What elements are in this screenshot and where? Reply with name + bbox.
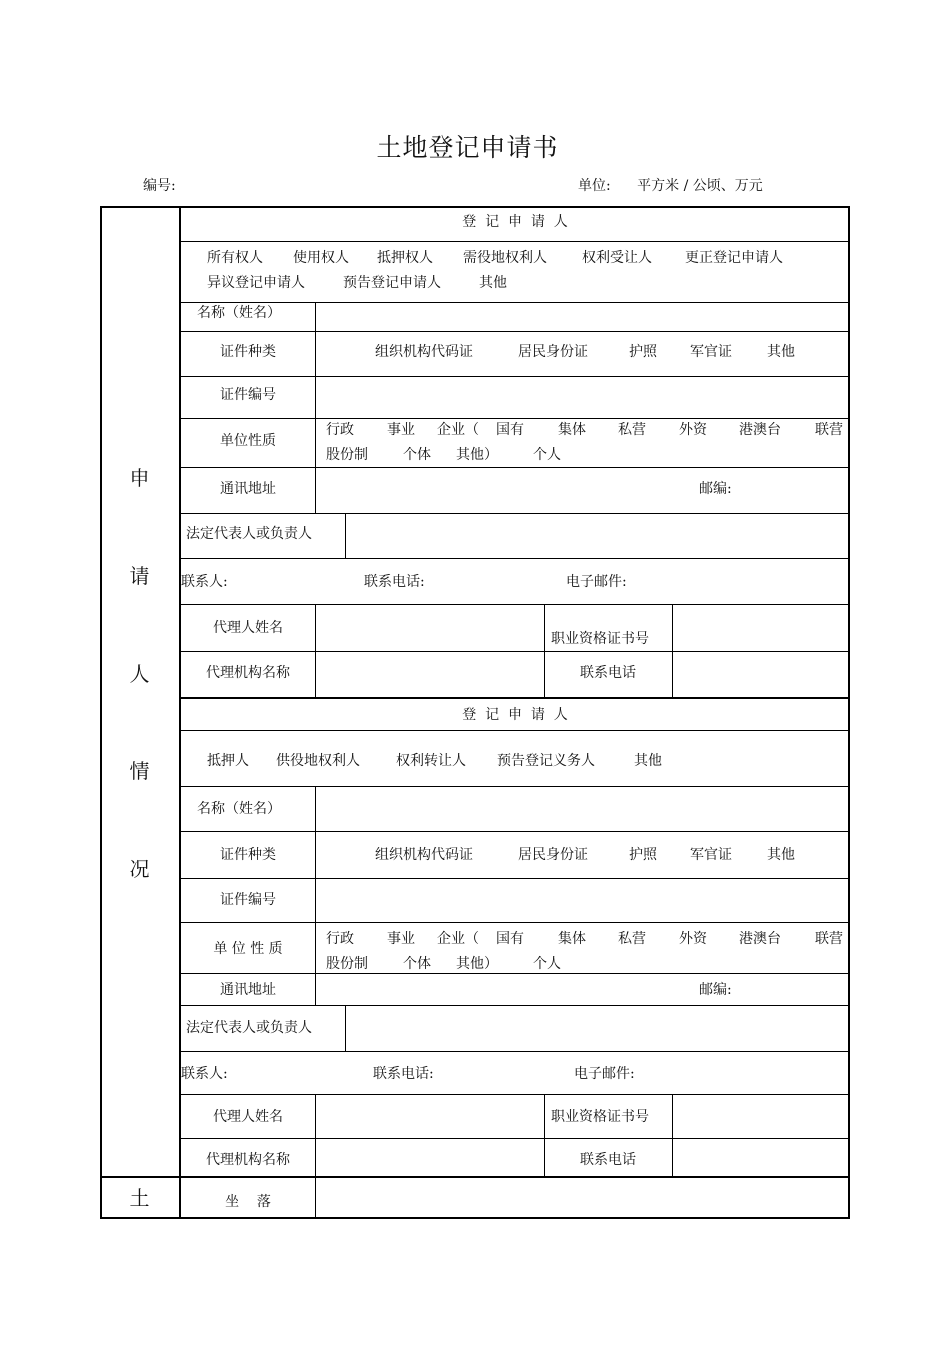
nature-private[interactable]: 私营: [618, 422, 646, 438]
id-type-resident-id[interactable]: 居民身份证: [518, 344, 588, 360]
side-label-char-3: 人: [129, 662, 150, 686]
nature-other[interactable]: 其他）: [456, 447, 498, 463]
nature-government[interactable]: 行政: [326, 422, 354, 438]
nature-joint-2[interactable]: 联营: [815, 931, 843, 947]
nature-enterprise[interactable]: 企业（: [437, 422, 479, 438]
nature-person[interactable]: 个人: [533, 447, 561, 463]
agency-phone-label-2: 联系电话: [580, 1152, 636, 1168]
nature-private-2[interactable]: 私营: [618, 931, 646, 947]
obligor-type-mortgagor[interactable]: 抵押人: [207, 753, 249, 769]
email-label: 电子邮件:: [566, 574, 627, 590]
applicant-type-mortgagee[interactable]: 抵押权人: [377, 250, 433, 266]
agency-name-label-2: 代理机构名称: [206, 1152, 290, 1168]
id-type-org-code[interactable]: 组织机构代码证: [375, 344, 473, 360]
id-type-org-code-2[interactable]: 组织机构代码证: [375, 847, 473, 863]
side-label-char-5: 况: [129, 857, 150, 881]
qualification-cert-label-2: 职业资格证书号: [551, 1109, 649, 1125]
id-type-military[interactable]: 军官证: [690, 344, 732, 360]
serial-number-label: 编号:: [143, 178, 176, 194]
id-type-military-2[interactable]: 军官证: [690, 847, 732, 863]
id-type-resident-id-2[interactable]: 居民身份证: [518, 847, 588, 863]
contact-person-label: 联系人:: [181, 574, 228, 590]
id-type-label: 证件种类: [220, 344, 276, 360]
section1-header: 登 记 申 请 人: [462, 214, 568, 230]
applicant-type-other[interactable]: 其他: [479, 275, 507, 291]
nature-joint-stock[interactable]: 股份制: [326, 447, 368, 463]
side-label-char-1: 申: [129, 466, 150, 490]
address-label-2: 通讯地址: [220, 982, 276, 998]
name-label-2: 名称（姓名）: [197, 801, 281, 817]
nature-foreign[interactable]: 外资: [679, 422, 707, 438]
contact-person-label-2: 联系人:: [181, 1066, 228, 1082]
nature-state-owned[interactable]: 国有: [496, 422, 524, 438]
side-label-char-4: 情: [129, 759, 150, 783]
applicant-type-user[interactable]: 使用权人: [293, 250, 349, 266]
nature-institution-2[interactable]: 事业: [387, 931, 415, 947]
agency-name-label: 代理机构名称: [206, 665, 290, 681]
nature-individual-business[interactable]: 个体: [403, 447, 431, 463]
application-form-table: [100, 206, 850, 1219]
id-type-other[interactable]: 其他: [767, 344, 795, 360]
applicant-type-advance[interactable]: 预告登记申请人: [343, 275, 441, 291]
agency-phone-label: 联系电话: [580, 665, 636, 681]
nature-enterprise-2[interactable]: 企业（: [437, 931, 479, 947]
legal-representative-label-2: 法定代表人或负责人: [186, 1020, 312, 1036]
obligor-type-transferor[interactable]: 权利转让人: [396, 753, 466, 769]
unit-nature-label: 单位性质: [220, 433, 276, 449]
unit-nature-label-2: 单 位 性 质: [213, 941, 283, 957]
nature-hk-macao-tw[interactable]: 港澳台: [739, 422, 781, 438]
contact-phone-label: 联系电话:: [364, 574, 425, 590]
nature-state-owned-2[interactable]: 国有: [496, 931, 524, 947]
applicant-type-dominant[interactable]: 需役地权利人: [463, 250, 547, 266]
postcode-label: 邮编:: [699, 481, 732, 497]
location-label: 坐 落: [225, 1194, 271, 1210]
email-label-2: 电子邮件:: [574, 1066, 635, 1082]
nature-collective[interactable]: 集体: [558, 422, 586, 438]
section2-header: 登 记 申 请 人: [462, 707, 568, 723]
legal-representative-label: 法定代表人或负责人: [186, 526, 312, 542]
qualification-cert-label: 职业资格证书号: [551, 631, 649, 647]
agent-name-label: 代理人姓名: [213, 620, 283, 636]
id-number-label: 证件编号: [220, 387, 276, 403]
unit-options: 平方米 / 公顷、万元: [637, 178, 763, 194]
nature-person-2[interactable]: 个人: [533, 956, 561, 972]
id-type-passport[interactable]: 护照: [629, 344, 657, 360]
id-type-other-2[interactable]: 其他: [767, 847, 795, 863]
name-label: 名称（姓名）: [197, 305, 281, 321]
id-type-passport-2[interactable]: 护照: [629, 847, 657, 863]
applicant-type-transferee[interactable]: 权利受让人: [582, 250, 652, 266]
applicant-type-objection[interactable]: 异议登记申请人: [207, 275, 305, 291]
applicant-type-owner[interactable]: 所有权人: [207, 250, 263, 266]
postcode-label-2: 邮编:: [699, 982, 732, 998]
id-number-label-2: 证件编号: [220, 892, 276, 908]
nature-institution[interactable]: 事业: [387, 422, 415, 438]
nature-joint[interactable]: 联营: [815, 422, 843, 438]
nature-other-2[interactable]: 其他）: [456, 956, 498, 972]
obligor-type-servient[interactable]: 供役地权利人: [276, 753, 360, 769]
nature-hk-macao-tw-2[interactable]: 港澳台: [739, 931, 781, 947]
unit-field: [578, 175, 763, 195]
obligor-type-advance[interactable]: 预告登记义务人: [497, 753, 595, 769]
side-label-char-2: 请: [129, 564, 150, 588]
obligor-type-other[interactable]: 其他: [634, 753, 662, 769]
document-title: 土地登记申请书: [376, 133, 559, 162]
applicant-type-correction[interactable]: 更正登记申请人: [685, 250, 783, 266]
nature-individual-business-2[interactable]: 个体: [403, 956, 431, 972]
nature-government-2[interactable]: 行政: [326, 931, 354, 947]
address-label: 通讯地址: [220, 481, 276, 497]
unit-label: 单位:: [578, 178, 611, 194]
contact-phone-label-2: 联系电话:: [373, 1066, 434, 1082]
nature-joint-stock-2[interactable]: 股份制: [326, 956, 368, 972]
nature-collective-2[interactable]: 集体: [558, 931, 586, 947]
id-type-label-2: 证件种类: [220, 847, 276, 863]
agent-name-label-2: 代理人姓名: [213, 1109, 283, 1125]
nature-foreign-2[interactable]: 外资: [679, 931, 707, 947]
side-label-land: 土: [129, 1186, 150, 1210]
